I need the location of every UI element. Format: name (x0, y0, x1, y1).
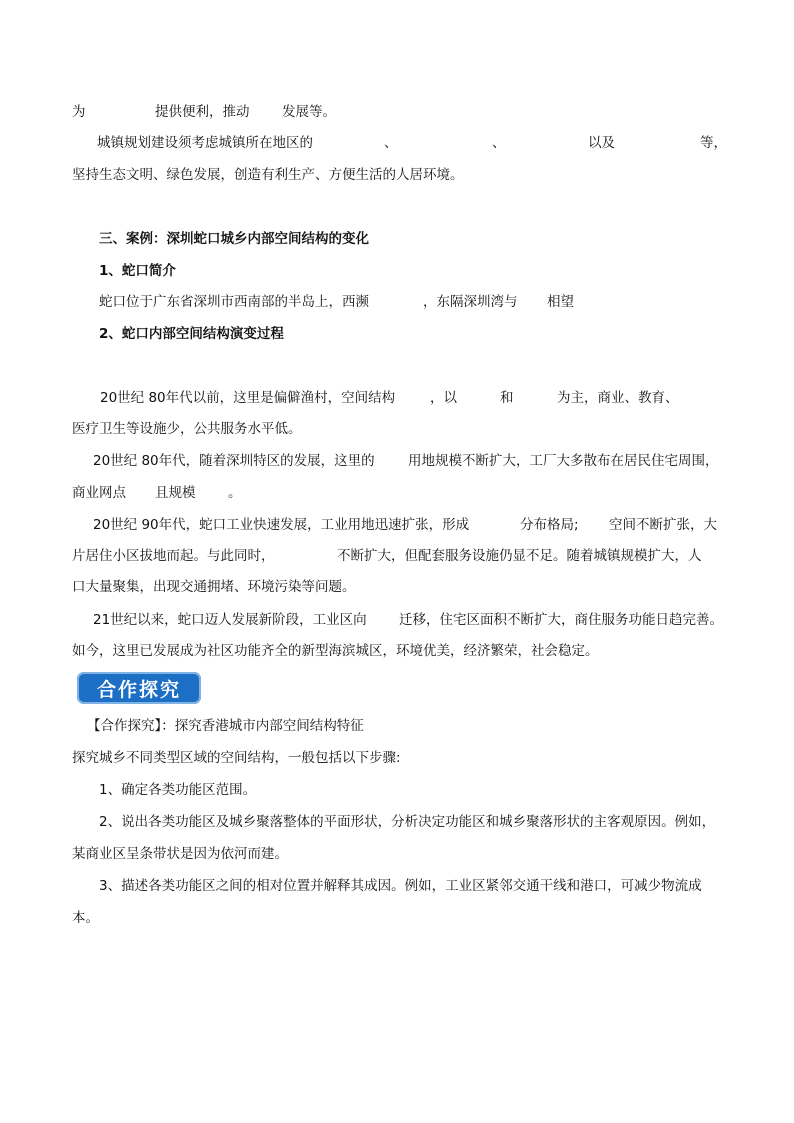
text-fragment: 城镇规划建设须考虑城镇所在地区的 (97, 135, 313, 151)
text-fragment: 提供便利，推动 (155, 104, 250, 120)
text-fragment: 。 (228, 485, 242, 501)
text-fragment: 商业网点 (72, 485, 126, 501)
text-fragment: 用地规模不断扩大，工厂大多散布在居民住宅周围， (408, 453, 719, 469)
text-fragment: 等， (700, 135, 727, 151)
text-fragment: 分布格局; (520, 517, 579, 533)
text-fragment: 迁移，住宅区面积不断扩大，商住服务功能日趋完善。 (399, 612, 723, 628)
text-fragment: 且规模 (155, 485, 196, 501)
text-fragment: 21世纪以来，蛇口迈人发展新阶段，工业区向 (93, 612, 367, 628)
coop-title: 【合作探究】：探究香港城市内部空间结构特征 (87, 718, 364, 734)
text-fragment: 空间不断扩张，大 (609, 517, 717, 533)
text-fragment: 20世纪 80年代，随着深圳特区的发展，这里的 (93, 453, 375, 469)
text-fragment: 片居住小区拔地而起。与此同时， (72, 548, 275, 564)
paragraph-line: 医疗卫生等设施少，公共服务水平低。 (72, 421, 302, 437)
paragraph-line: 坚持生态文明、绿色发展，创造有利生产、方便生活的人居环境。 (72, 167, 464, 183)
text-fragment: ，以 (430, 390, 457, 406)
coop-step-2-cont: 某商业区呈条带状是因为依河而建。 (72, 846, 288, 862)
text-fragment: 为主，商业、教育、 (557, 390, 679, 406)
subsection-heading: 1、蛇口简介 (99, 263, 176, 279)
section-heading: 三、案例：深圳蛇口城乡内部空间结构的变化 (99, 231, 369, 247)
subsection-heading: 2、蛇口内部空间结构演变过程 (99, 326, 284, 342)
text-fragment: 20世纪 90年代，蛇口工业快速发展，工业用地迅速扩张，形成 (93, 517, 470, 533)
text-fragment: 为 (72, 104, 86, 120)
text-fragment: 以及 (588, 135, 615, 151)
coop-step-1: 1、确定各类功能区范围。 (99, 782, 257, 798)
text-fragment: 发展等。 (282, 104, 336, 120)
text-fragment: ，东隔深圳湾与 (423, 294, 518, 310)
text-fragment: 相望 (547, 294, 574, 310)
coop-step-2: 2、说出各类功能区及城乡聚落整体的平面形状，分析决定功能区和城乡聚落形状的主客观原因。例如， (99, 814, 716, 830)
coop-step-3-cont: 本。 (72, 910, 99, 926)
text-fragment: 和 (500, 390, 514, 406)
coop-step-3: 3、描述各类功能区之间的相对位置并解释其成因。例如，工业区紧邻交通干线和港口，可减少物流成 (99, 878, 702, 894)
text-fragment: 、 (492, 135, 506, 151)
text-fragment: 不断扩大，但配套服务设施仍显不足。随着城镇规模扩大，人 (337, 548, 702, 564)
paragraph-line: 如今，这里已发展成为社区功能齐全的新型海滨城区，环境优美，经济繁荣，社会稳定。 (72, 643, 599, 659)
coop-intro: 探究城乡不同类型区域的空间结构，一般包括以下步骤: (72, 750, 401, 766)
text-fragment: 蛇口位于广东省深圳市西南部的半岛上，西濒 (99, 294, 369, 310)
text-fragment: 、 (384, 135, 398, 151)
text-fragment: 20世纪 80年代以前，这里是偏僻渔村，空间结构 (100, 390, 396, 406)
cooperative-inquiry-badge: 合作探究 (77, 672, 201, 704)
paragraph-line: 口大量聚集，出现交通拥堵、环境污染等问题。 (72, 579, 356, 595)
